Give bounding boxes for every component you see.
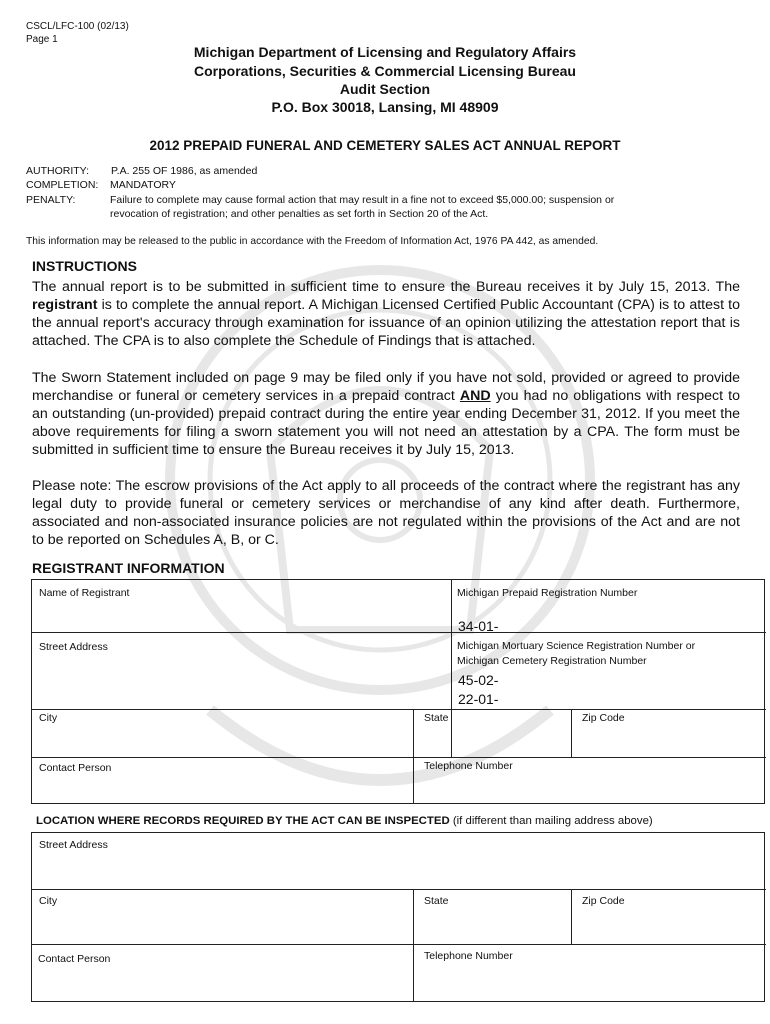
p1-registrant-bold: registrant <box>32 297 98 313</box>
records-location-heading-rest: (if different than mailing address above) <box>449 815 653 827</box>
completion-label: COMPLETION: <box>26 179 99 191</box>
p1-text-a: The annual report is to be submitted in sufficient time to ensure the Bureau receives it by July 15, 2013. The <box>32 279 740 295</box>
location-telephone-field[interactable]: Telephone Number <box>424 950 513 962</box>
prepaid-registration-field[interactable]: 34-01- <box>458 618 499 634</box>
page-number: Page 1 <box>26 34 58 45</box>
header-bureau: Corporations, Securities & Commercial Licensing Bureau <box>194 63 576 79</box>
authority-value: P.A. 255 OF 1986, as amended <box>111 165 258 177</box>
instructions-paragraph-2 <box>32 369 740 459</box>
telephone-field[interactable]: Telephone Number <box>424 760 513 772</box>
location-state-field[interactable]: State <box>424 895 449 907</box>
foia-notice: This information may be released to the public in accordance with the Freedom of Information Act, 1976 PA 442, as amended. <box>26 236 599 247</box>
p2-and-emphasis: AND <box>459 388 491 404</box>
header-department: Michigan Department of Licensing and Regulatory Affairs <box>193 44 577 60</box>
p1-text-b: is to complete the annual report. A Michigan Licensed Certified Public Accountant (CPA) is to attest to the annual report's accuracy through examination for issuance of an opinion utilizing the attestation report that is attached. The CPA is to also complete the Schedule of Findings that is attached. <box>32 297 740 349</box>
location-zip-field[interactable]: Zip Code <box>582 895 625 907</box>
report-title: 2012 PREPAID FUNERAL AND CEMETERY SALES ACT ANNUAL REPORT <box>149 138 621 153</box>
header-address: P.O. Box 30018, Lansing, MI 48909 <box>271 99 499 115</box>
mortuary-registration-label-1: Michigan Mortuary Science Registration Number or <box>457 640 696 652</box>
location-contact-field[interactable]: Contact Person <box>38 953 111 965</box>
form-identifier <box>26 20 129 46</box>
instructions-paragraph-3: Please note: The escrow provisions of the Act apply to all proceeds of the contract where the registrant has any legal duty to provide funeral or cemetery services or merchandise of any kind after death. Furthermore, associated and non-associated insurance policies are not regulated within the provisions of the Act and are not to be reported on Schedules A, B, or C. <box>32 478 740 548</box>
registrant-info-table <box>31 579 765 804</box>
registrant-name-field[interactable]: Name of Registrant <box>39 587 130 599</box>
form-number: CSCL/LFC-100 (02/13) <box>26 21 129 32</box>
cemetery-registration-field[interactable]: 22-01- <box>458 691 499 707</box>
header-section: Audit Section <box>339 81 431 97</box>
penalty-value-line1: Failure to complete may cause formal action that may result in a fine not to exceed $5,000.00; suspension or <box>110 194 615 206</box>
contact-person-field[interactable]: Contact Person <box>39 762 112 774</box>
cemetery-registration-label: Michigan Cemetery Registration Number <box>457 655 647 667</box>
p2-text-b: you had no obligations with respect to an outstanding (un-provided) prepaid contract during the entire year ending December 31, 2012. If you meet the above requirements for filing a sworn statement you will not need an attestation by a CPA. The form must be submitted in sufficient time to ensure the Bureau receives it by July 15, 2013. <box>32 388 740 458</box>
penalty-value-line2: revocation of registration; and other penalties as set forth in Section 20 of the Act. <box>110 208 489 220</box>
location-city-field[interactable]: City <box>39 895 58 907</box>
city-field[interactable]: City <box>39 712 58 724</box>
p2-text-a: The Sworn Statement included on page 9 may be filed only if you have not sold, provided or agreed to provide merchandise or funeral or cemetery services in a prepaid contract <box>32 370 740 404</box>
prepaid-registration-label: Michigan Prepaid Registration Number <box>457 587 638 599</box>
instructions-paragraph-1 <box>32 278 740 350</box>
completion-value: MANDATORY <box>110 179 176 191</box>
location-street-field[interactable]: Street Address <box>39 839 108 851</box>
penalty-label: PENALTY: <box>26 194 76 206</box>
authority-block <box>26 164 756 224</box>
state-field[interactable]: State <box>424 712 449 724</box>
street-address-field[interactable]: Street Address <box>39 641 108 653</box>
zip-code-field[interactable]: Zip Code <box>582 712 625 724</box>
mortuary-registration-field[interactable]: 45-02- <box>458 672 499 688</box>
instructions-heading: INSTRUCTIONS <box>32 258 137 274</box>
records-location-heading-bold: LOCATION WHERE RECORDS REQUIRED BY THE ACT CAN BE INSPECTED <box>36 815 450 827</box>
records-location-heading <box>36 815 653 827</box>
registrant-heading: REGISTRANT INFORMATION <box>32 560 225 576</box>
records-location-table <box>31 832 765 1002</box>
authority-label: AUTHORITY: <box>26 165 90 177</box>
